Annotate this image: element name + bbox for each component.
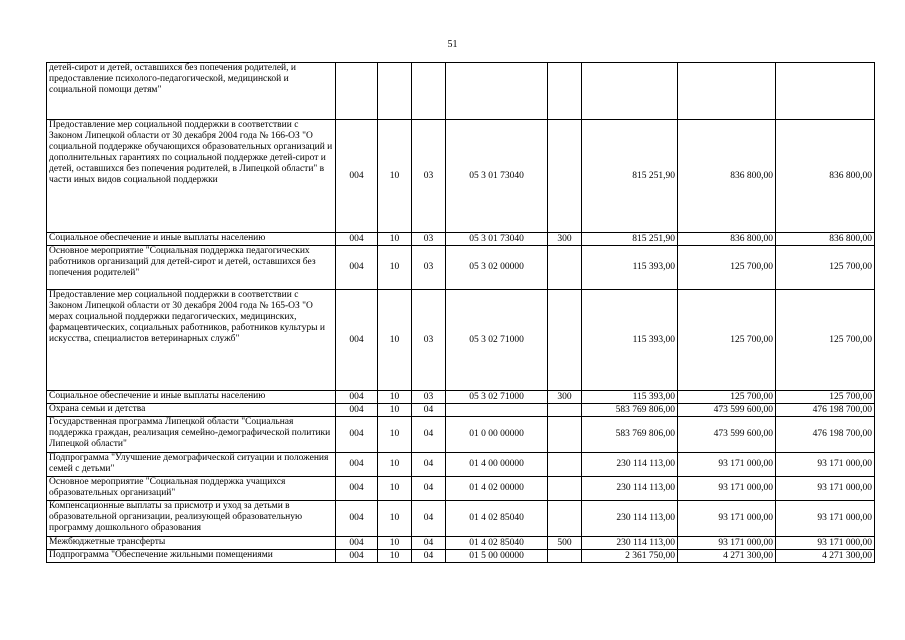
row-subsection-code: 04	[412, 453, 446, 477]
row-amount-year2: 836 800,00	[678, 233, 776, 246]
row-amount-year3: 476 198 700,00	[776, 417, 875, 453]
row-target-article-code: 01 4 02 85040	[446, 537, 548, 550]
row-amount-year2: 125 700,00	[678, 290, 776, 391]
row-target-article-code	[446, 63, 548, 120]
row-amount-year3: 93 171 000,00	[776, 537, 875, 550]
row-target-article-code: 05 3 02 00000	[446, 246, 548, 290]
row-target-article-code: 01 0 00 00000	[446, 417, 548, 453]
row-amount-year2: 473 599 600,00	[678, 404, 776, 417]
row-amount-year3: 4 271 300,00	[776, 550, 875, 563]
row-amount-year2: 4 271 300,00	[678, 550, 776, 563]
row-name-cell: Подпрограмма "Обеспечение жильными помещениями	[47, 550, 336, 563]
row-ministry-code	[336, 63, 378, 120]
row-amount-year3: 125 700,00	[776, 246, 875, 290]
table-row	[47, 63, 875, 120]
table-row	[47, 290, 875, 391]
row-target-article-code: 01 5 00 00000	[446, 550, 548, 563]
row-expense-type-code	[548, 550, 582, 563]
table-row	[47, 391, 875, 404]
row-ministry-code: 004	[336, 417, 378, 453]
row-amount-year1: 230 114 113,00	[582, 453, 678, 477]
row-target-article-code: 05 3 01 73040	[446, 120, 548, 233]
row-name-cell: Компенсационные выплаты за присмотр и уход за детьми в образовательной организации, реализующей образовательную программу дошкольного образования	[47, 501, 336, 537]
row-ministry-code: 004	[336, 120, 378, 233]
row-expense-type-code	[548, 501, 582, 537]
table-row	[47, 477, 875, 501]
row-amount-year1: 230 114 113,00	[582, 537, 678, 550]
row-target-article-code: 05 3 02 71000	[446, 391, 548, 404]
row-name-cell: Межбюджетные трансферты	[47, 537, 336, 550]
row-name-cell: Государственная программа Липецкой области "Социальная поддержка граждан, реализация семейно-демографической политики Липецкой области"	[47, 417, 336, 453]
row-section-code: 10	[378, 246, 412, 290]
row-amount-year1: 230 114 113,00	[582, 501, 678, 537]
row-name-cell: Основное мероприятие "Социальная поддержка педагогических работников организаций для детей-сирот и детей, оставшихся без попечения родителей"	[47, 246, 336, 290]
row-section-code: 10	[378, 120, 412, 233]
row-amount-year1	[582, 63, 678, 120]
row-amount-year1: 115 393,00	[582, 246, 678, 290]
row-amount-year2: 125 700,00	[678, 391, 776, 404]
row-name-cell: Основное мероприятие "Социальная поддержка учащихся образовательных организаций"	[47, 477, 336, 501]
row-expense-type-code: 300	[548, 391, 582, 404]
row-amount-year2: 93 171 000,00	[678, 501, 776, 537]
table-row	[47, 246, 875, 290]
row-ministry-code: 004	[336, 501, 378, 537]
row-name-cell: Социальное обеспечение и иные выплаты населению	[47, 391, 336, 404]
table-row	[47, 453, 875, 477]
row-section-code: 10	[378, 477, 412, 501]
row-amount-year3: 125 700,00	[776, 290, 875, 391]
row-subsection-code: 04	[412, 537, 446, 550]
row-subsection-code: 03	[412, 120, 446, 233]
row-name-cell: детей-сирот и детей, оставшихся без попечения родителей, и предоставление психолого-педагогической, медицинской и социальной помощи детям"	[47, 63, 336, 120]
row-amount-year3	[776, 63, 875, 120]
row-target-article-code	[446, 404, 548, 417]
row-amount-year3: 125 700,00	[776, 391, 875, 404]
row-amount-year2: 93 171 000,00	[678, 537, 776, 550]
row-amount-year2: 836 800,00	[678, 120, 776, 233]
row-subsection-code: 03	[412, 246, 446, 290]
row-ministry-code: 004	[336, 550, 378, 563]
row-ministry-code: 004	[336, 453, 378, 477]
row-amount-year1: 230 114 113,00	[582, 477, 678, 501]
row-name-cell: Охрана семьи и детства	[47, 404, 336, 417]
row-name-cell: Социальное обеспечение и иные выплаты населению	[47, 233, 336, 246]
row-section-code: 10	[378, 404, 412, 417]
table-row	[47, 417, 875, 453]
row-amount-year1: 115 393,00	[582, 391, 678, 404]
row-amount-year1: 583 769 806,00	[582, 404, 678, 417]
row-amount-year3: 93 171 000,00	[776, 477, 875, 501]
row-section-code: 10	[378, 233, 412, 246]
row-expense-type-code	[548, 404, 582, 417]
row-target-article-code: 05 3 01 73040	[446, 233, 548, 246]
row-section-code: 10	[378, 453, 412, 477]
row-target-article-code: 01 4 02 85040	[446, 501, 548, 537]
row-amount-year3: 836 800,00	[776, 120, 875, 233]
row-target-article-code: 01 4 02 00000	[446, 477, 548, 501]
table-row	[47, 550, 875, 563]
row-subsection-code	[412, 63, 446, 120]
row-section-code: 10	[378, 391, 412, 404]
row-subsection-code: 04	[412, 404, 446, 417]
row-expense-type-code	[548, 477, 582, 501]
row-ministry-code: 004	[336, 290, 378, 391]
row-amount-year2: 93 171 000,00	[678, 477, 776, 501]
table-row	[47, 501, 875, 537]
row-amount-year3: 93 171 000,00	[776, 501, 875, 537]
row-amount-year2: 125 700,00	[678, 246, 776, 290]
row-section-code: 10	[378, 417, 412, 453]
row-name-cell: Подпрограмма "Улучшение демографической ситуации и положения семей с детьми"	[47, 453, 336, 477]
row-expense-type-code	[548, 290, 582, 391]
table-row	[47, 233, 875, 246]
row-section-code: 10	[378, 550, 412, 563]
row-expense-type-code: 500	[548, 537, 582, 550]
row-expense-type-code	[548, 63, 582, 120]
row-ministry-code: 004	[336, 537, 378, 550]
row-amount-year1: 2 361 750,00	[582, 550, 678, 563]
row-amount-year1: 815 251,90	[582, 120, 678, 233]
row-expense-type-code	[548, 453, 582, 477]
row-amount-year3: 93 171 000,00	[776, 453, 875, 477]
row-section-code: 10	[378, 537, 412, 550]
row-amount-year3: 836 800,00	[776, 233, 875, 246]
row-section-code	[378, 63, 412, 120]
row-ministry-code: 004	[336, 404, 378, 417]
table-row	[47, 537, 875, 550]
row-expense-type-code: 300	[548, 233, 582, 246]
table-row	[47, 404, 875, 417]
page-number: 51	[447, 39, 458, 50]
row-subsection-code: 04	[412, 477, 446, 501]
row-ministry-code: 004	[336, 233, 378, 246]
row-subsection-code: 03	[412, 290, 446, 391]
row-section-code: 10	[378, 501, 412, 537]
row-target-article-code: 05 3 02 71000	[446, 290, 548, 391]
row-amount-year3: 476 198 700,00	[776, 404, 875, 417]
row-amount-year1: 583 769 806,00	[582, 417, 678, 453]
row-subsection-code: 03	[412, 233, 446, 246]
row-ministry-code: 004	[336, 246, 378, 290]
row-amount-year2	[678, 63, 776, 120]
budget-table-body	[47, 63, 875, 563]
row-target-article-code: 01 4 00 00000	[446, 453, 548, 477]
row-ministry-code: 004	[336, 391, 378, 404]
table-row	[47, 120, 875, 233]
row-name-cell: Предоставление мер социальной поддержки в соответствии с Законом Липецкой области от 30 декабря 2004 года № 165-ОЗ "О мерах социальной поддержки педагогических, медицинских, фармацевтических, социальных работников, работников культуры и искусства, специалистов ветеринарных служб"	[47, 290, 336, 391]
row-name-cell: Предоставление мер социальной поддержки в соответствии с Законом Липецкой области от 30 декабря 2004 года № 166-ОЗ "О социальной поддержке обучающихся образовательных организаций и дополнительных гарантиях по социальной поддержке детей-сирот и детей, оставшихся без попечения родителей, в Липецкой области" в части иных видов социальной поддержки	[47, 120, 336, 233]
row-subsection-code: 04	[412, 501, 446, 537]
budget-table	[46, 62, 875, 563]
row-section-code: 10	[378, 290, 412, 391]
row-amount-year1: 815 251,90	[582, 233, 678, 246]
row-amount-year1: 115 393,00	[582, 290, 678, 391]
row-ministry-code: 004	[336, 477, 378, 501]
row-subsection-code: 03	[412, 391, 446, 404]
row-subsection-code: 04	[412, 417, 446, 453]
row-amount-year2: 473 599 600,00	[678, 417, 776, 453]
row-expense-type-code	[548, 120, 582, 233]
row-subsection-code: 04	[412, 550, 446, 563]
row-expense-type-code	[548, 417, 582, 453]
row-amount-year2: 93 171 000,00	[678, 453, 776, 477]
row-expense-type-code	[548, 246, 582, 290]
